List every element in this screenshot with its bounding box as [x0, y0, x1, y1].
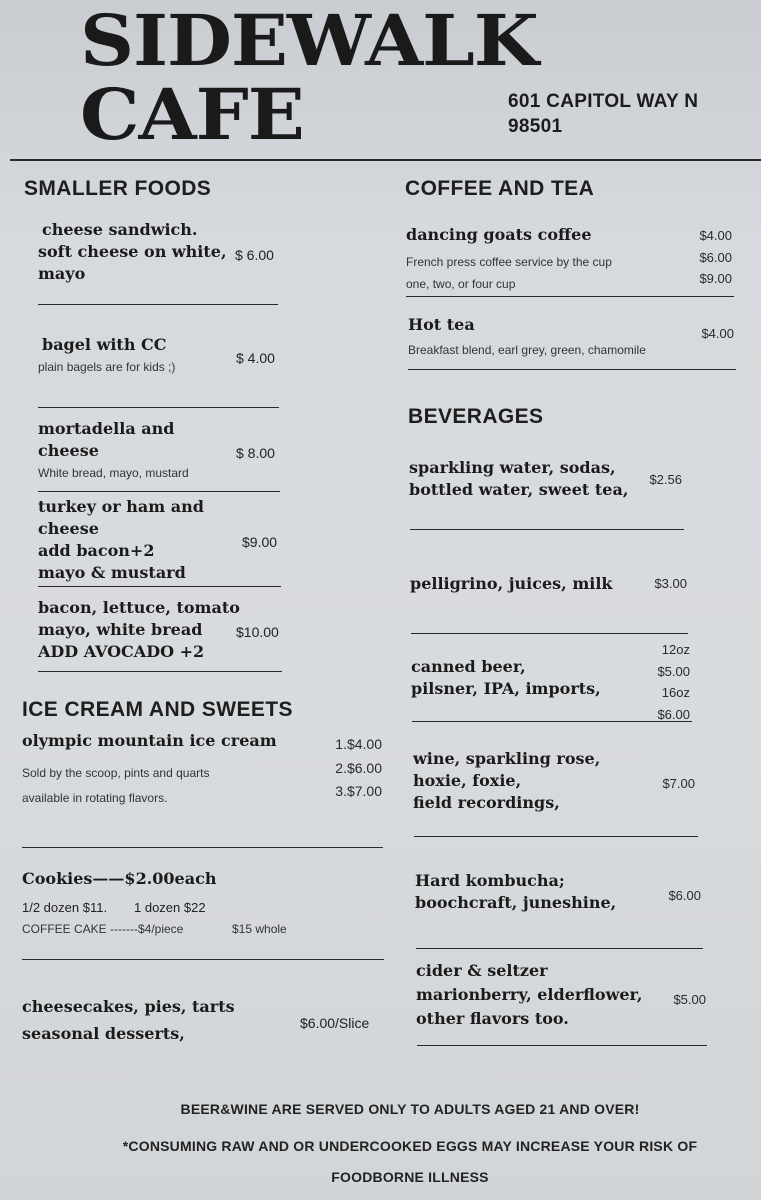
menu-item-hot-tea: Hot tea	[408, 315, 475, 334]
cookies-dozen: 1 dozen $22	[134, 900, 206, 915]
item-divider	[22, 959, 384, 960]
item-divider	[414, 836, 698, 837]
cafe-name-line1: SIDEWALK	[80, 0, 538, 82]
item-divider	[412, 721, 692, 722]
item-divider	[38, 671, 282, 672]
menu-item-dancing-goats: dancing goats coffee	[406, 225, 592, 244]
smaller-foods-heading: SMALLER FOODS	[24, 177, 212, 200]
menu-item-olympic-ice-cream: olympic mountain ice cream	[22, 731, 277, 750]
header-divider	[10, 159, 761, 161]
olympic-description: Sold by the scoop, pints and quarts available in rotating flavors.	[22, 766, 210, 805]
menu-item-blt: bacon, lettuce, tomato mayo, white bread ADD AVOCADO +2	[38, 598, 240, 661]
price-cheese-sandwich: $ 6.00	[235, 247, 274, 263]
item-divider	[410, 529, 684, 530]
raw-egg-warning-line1: *CONSUMING RAW AND OR UNDERCOOKED EGGS MAY INCREASE YOUR RISK OF	[122, 1138, 698, 1154]
menu-item-cheesecakes: cheesecakes, pies, tarts seasonal desserts,	[22, 997, 235, 1043]
price-hot-tea: $4.00	[701, 326, 734, 341]
item-divider	[22, 847, 383, 848]
coffee-tea-heading: COFFEE AND TEA	[405, 177, 595, 200]
price-sparkling-water: $2.56	[649, 472, 682, 487]
menu-item-cider-seltzer: cider & seltzer marionberry, elderflower, other flavors too.	[416, 961, 643, 1028]
olympic-prices: 1.$4.00 2.$6.00 3.$7.00	[335, 736, 382, 799]
item-divider	[416, 948, 703, 949]
menu-item-hard-kombucha: Hard kombucha; boochcraft, juneshine,	[415, 871, 617, 912]
address-zip: 98501	[508, 115, 563, 137]
cafe-name-line2: CAFE	[80, 73, 304, 156]
menu-item-pelligrino: pelligrino, juices, milk	[410, 574, 613, 593]
address	[508, 90, 698, 139]
item-divider	[408, 369, 736, 370]
price-turkey-ham: $9.00	[242, 534, 278, 550]
price-hard-kombucha: $6.00	[668, 888, 701, 903]
menu-item-cookies: Cookies——$2.00each	[22, 869, 217, 888]
ice-cream-heading: ICE CREAM AND SWEETS	[22, 698, 293, 721]
menu-item-wine: wine, sparkling rose, hoxie, foxie, field recordings,	[413, 749, 601, 812]
item-divider	[406, 296, 734, 297]
menu-item-mortadella: mortadella and cheese White bread, mayo, mustard	[38, 419, 189, 480]
menu-item-turkey-ham: turkey or ham and cheese add bacon+2 mayo & mustard	[38, 497, 204, 582]
price-wine: $7.00	[662, 776, 695, 791]
price-bagel: $ 4.00	[236, 350, 275, 366]
item-divider	[38, 491, 280, 492]
menu-item-bagel: bagel with CC plain bagels are for kids ;)	[38, 335, 176, 374]
canned-beer-prices: 12oz $5.00 16oz $6.00	[657, 642, 690, 722]
hot-tea-description: Breakfast blend, earl grey, green, chamomile	[408, 343, 646, 357]
price-blt: $10.00	[236, 624, 279, 640]
coffee-cake-whole: $15 whole	[232, 922, 287, 936]
price-pelligrino: $3.00	[654, 576, 687, 591]
beverages-heading: BEVERAGES	[408, 405, 544, 428]
price-cider-seltzer: $5.00	[673, 992, 706, 1007]
menu-item-sparkling-water: sparkling water, sodas, bottled water, sweet tea,	[409, 458, 629, 499]
price-cheesecakes: $6.00/Slice	[300, 1015, 370, 1031]
alcohol-age-notice: BEER&WINE ARE SERVED ONLY TO ADULTS AGED 21 AND OVER!	[180, 1101, 640, 1117]
raw-egg-warning-line2: FOODBORNE ILLNESS	[331, 1169, 489, 1185]
address-street: 601 CAPITOL WAY N	[508, 91, 699, 112]
item-divider	[417, 1045, 707, 1046]
item-divider	[38, 586, 281, 587]
dancing-goats-description: French press coffee service by the cup one, two, or four cup	[406, 255, 612, 291]
menu-item-cheese-sandwich: cheese sandwich. soft cheese on white, mayo	[38, 220, 227, 283]
item-divider	[38, 407, 279, 408]
item-divider	[411, 633, 688, 634]
menu-item-canned-beer: canned beer, pilsner, IPA, imports,	[411, 657, 601, 698]
coffee-cake-price: COFFEE CAKE -------$4/piece	[22, 922, 184, 936]
price-mortadella: $ 8.00	[236, 445, 275, 461]
item-divider	[38, 304, 278, 305]
cookies-half-dozen: 1/2 dozen $11.	[22, 900, 108, 915]
dancing-goats-prices: $4.00 $6.00 $9.00	[699, 228, 732, 286]
